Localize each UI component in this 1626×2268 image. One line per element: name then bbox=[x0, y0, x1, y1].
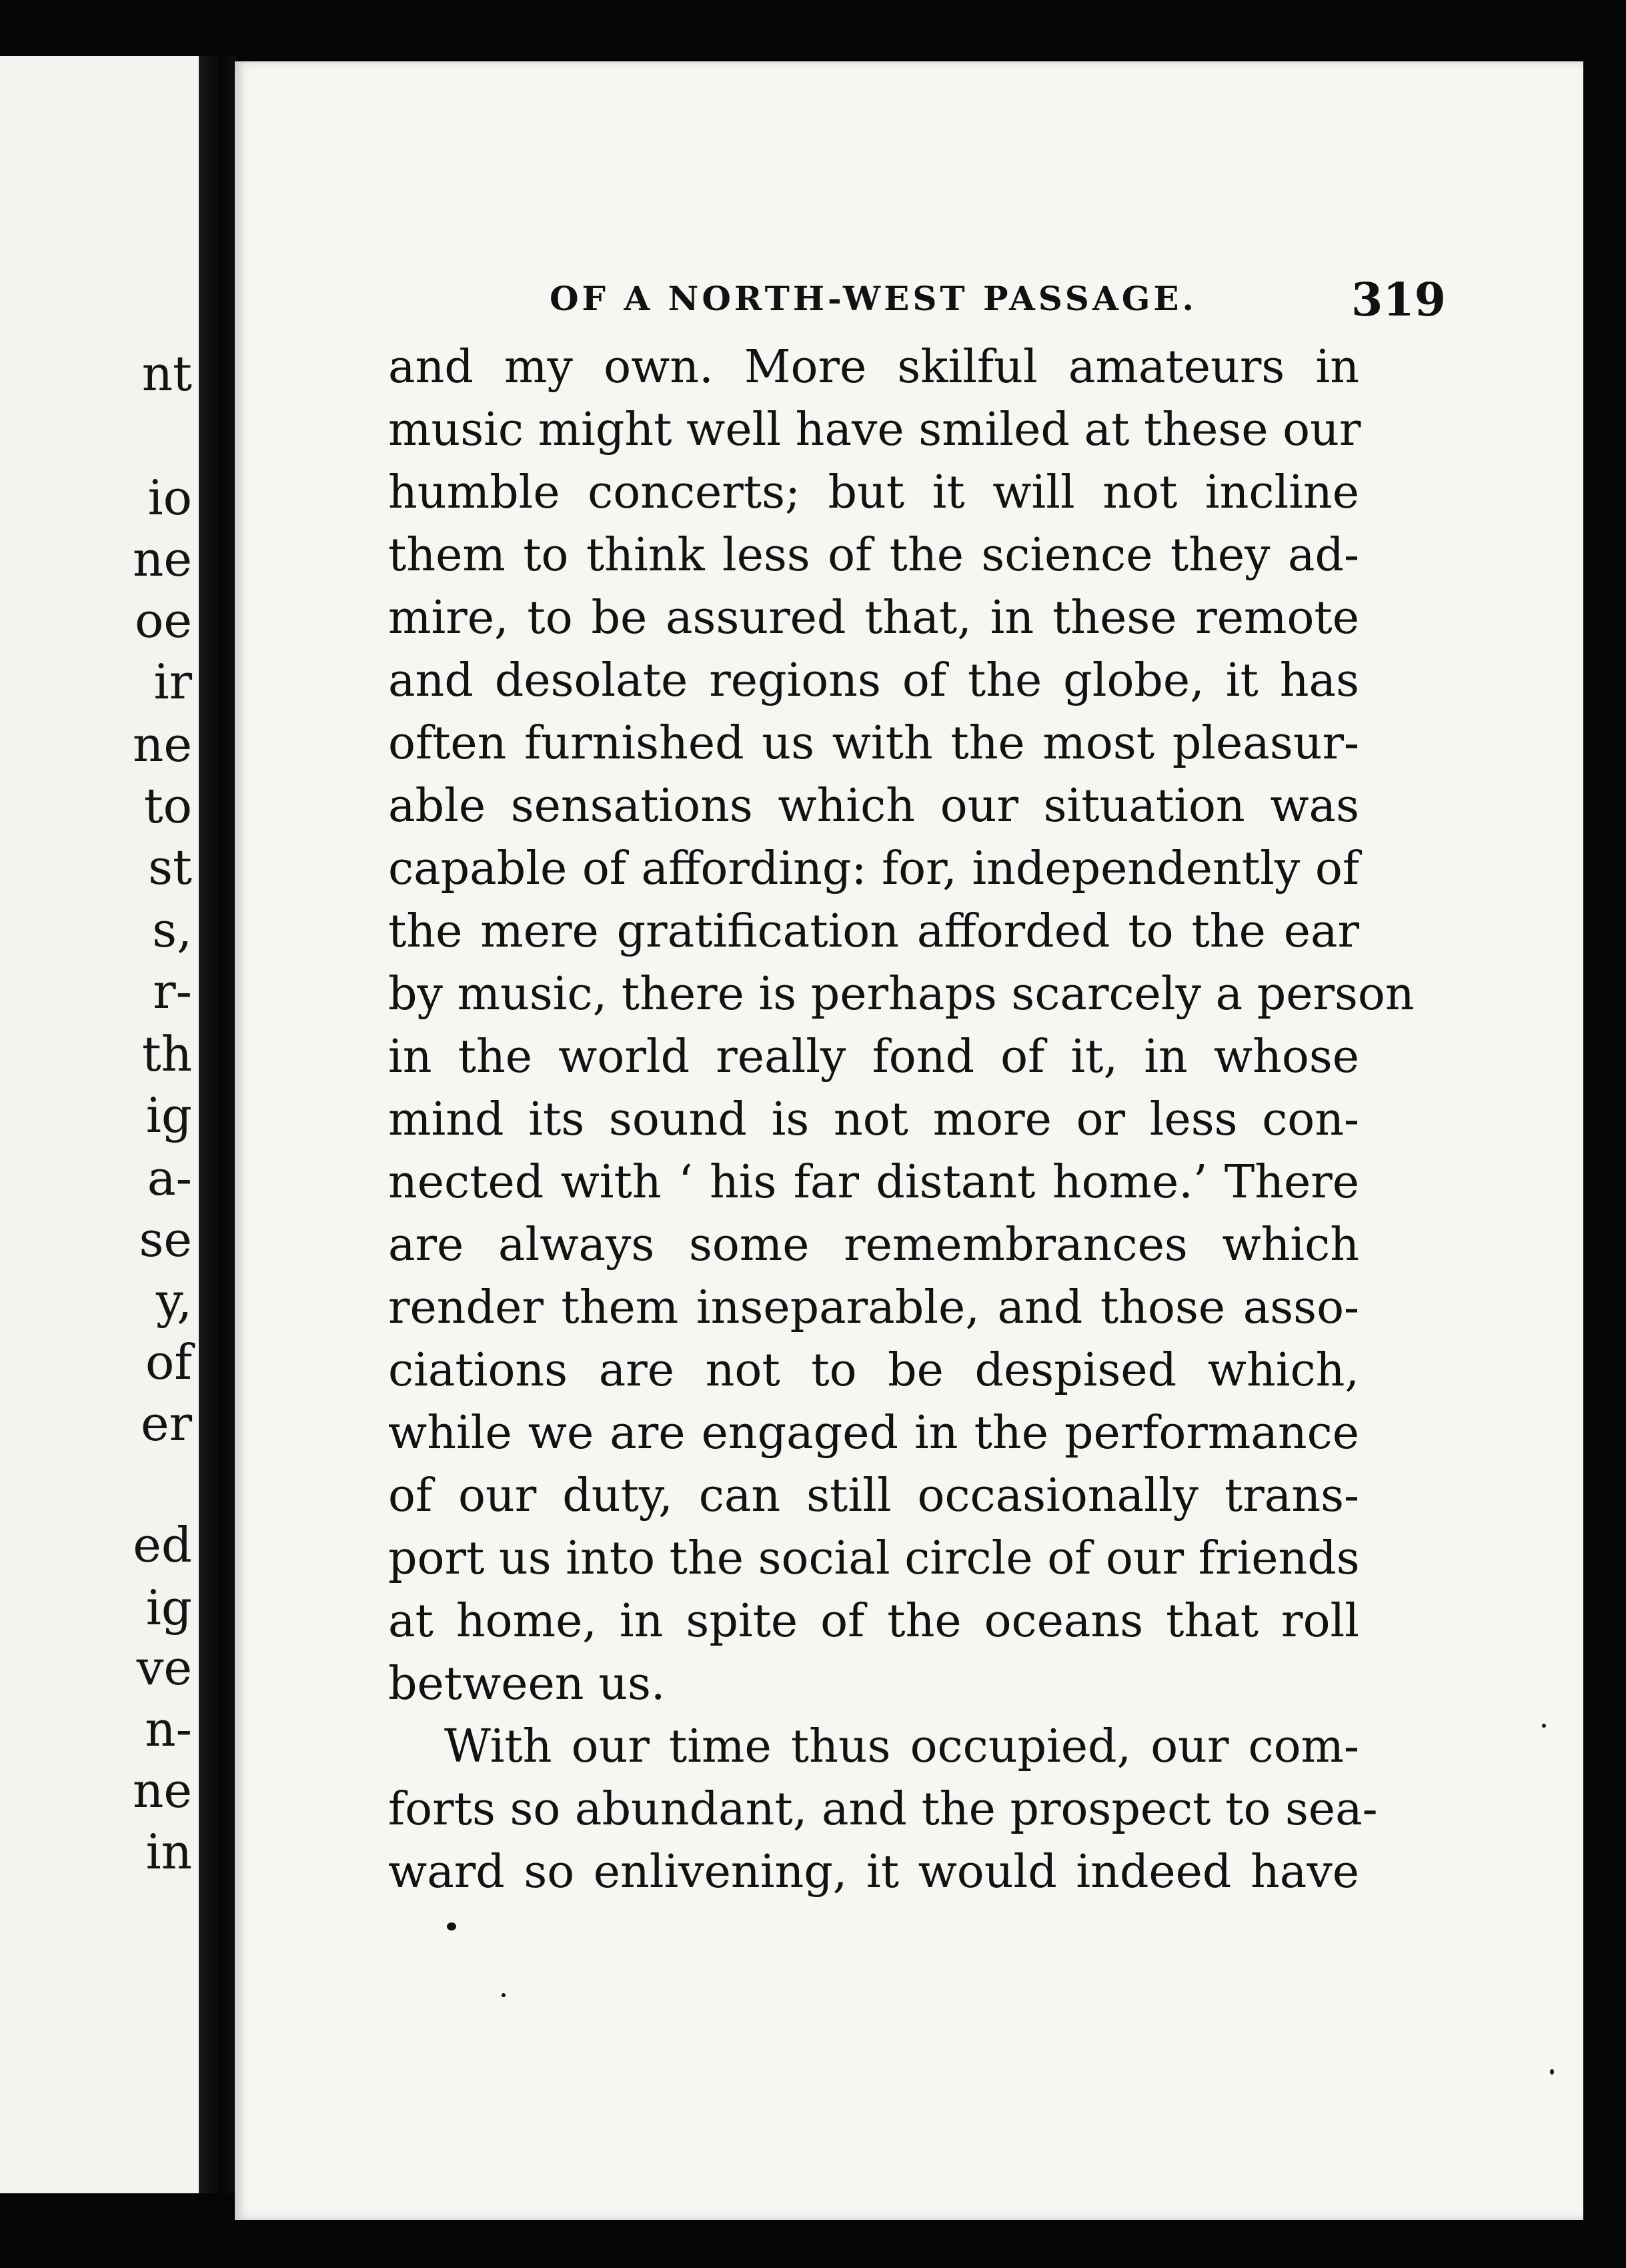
left-page-fragment: st bbox=[148, 839, 192, 895]
left-page-fragment: ed bbox=[133, 1517, 192, 1573]
text-line: often furnished us with the most pleasur- bbox=[388, 717, 1359, 770]
text-line: able sensations which our situation was bbox=[388, 780, 1359, 832]
left-page-fragment: in bbox=[145, 1824, 192, 1880]
book-gutter bbox=[199, 56, 236, 2193]
left-page-fragment: ig bbox=[145, 1087, 192, 1143]
left-page-fragment: ig bbox=[145, 1580, 192, 1636]
text-line: are always some remembrances which bbox=[388, 1219, 1359, 1271]
left-page-fragment: se bbox=[139, 1211, 192, 1267]
left-page-fragment: ve bbox=[136, 1640, 192, 1696]
left-page-fragment: y, bbox=[156, 1273, 192, 1329]
text-line: mind its sound is not more or less con- bbox=[388, 1093, 1359, 1146]
page-body bbox=[388, 336, 1415, 1904]
text-line: by music, there is perhaps scarcely a person bbox=[388, 968, 1415, 1021]
text-line: render them inseparable, and those asso- bbox=[388, 1281, 1359, 1334]
running-title: OF A NORTH-WEST PASSAGE. bbox=[550, 279, 1197, 318]
text-line: With our time thus occupied, our com- bbox=[444, 1720, 1359, 1773]
text-line: of our duty, can still occasionally trans- bbox=[388, 1470, 1359, 1522]
text-line: port us into the social circle of our friends bbox=[388, 1532, 1360, 1585]
text-line: in the world really fond of it, in whose bbox=[388, 1031, 1359, 1083]
text-line: humble concerts; but it will not incline bbox=[388, 466, 1359, 519]
left-facing-page bbox=[0, 56, 199, 2193]
book-page bbox=[235, 61, 1583, 2220]
text-line: nected with ‘ his far distant home.’ There bbox=[388, 1156, 1359, 1209]
left-page-fragment: io bbox=[147, 470, 192, 526]
left-page-fragment: of bbox=[145, 1334, 192, 1390]
ink-speck bbox=[1550, 2069, 1554, 2075]
left-page-fragment: ne bbox=[133, 531, 192, 587]
text-line: the mere gratification afforded to the ear bbox=[388, 905, 1359, 958]
left-page-fragment: er bbox=[140, 1395, 192, 1452]
paragraph bbox=[388, 336, 1415, 1716]
ink-speck bbox=[502, 1993, 506, 1997]
left-page-fragment: nt bbox=[141, 346, 192, 402]
text-line: mire, to be assured that, in these remote bbox=[388, 592, 1359, 644]
text-line: and my own. More skilful amateurs in bbox=[388, 341, 1359, 394]
page-number: 319 bbox=[1351, 273, 1446, 327]
text-line: capable of affording: for, independently of bbox=[388, 842, 1359, 895]
text-line: while we are engaged in the performance bbox=[388, 1407, 1359, 1460]
left-page-fragment: r- bbox=[153, 963, 192, 1019]
text-line: and desolate regions of the globe, it has bbox=[388, 654, 1359, 707]
ink-speck bbox=[447, 1922, 456, 1930]
text-line: music might well have smiled at these our bbox=[388, 404, 1361, 456]
text-line: ciations are not to be despised which, bbox=[388, 1344, 1359, 1397]
left-page-fragment: ir bbox=[153, 654, 192, 710]
left-page-fragment: to bbox=[143, 778, 192, 834]
text-line: ward so enlivening, it would indeed have bbox=[388, 1846, 1359, 1898]
ink-speck bbox=[1542, 1724, 1546, 1728]
left-page-fragment: th bbox=[141, 1026, 192, 1082]
text-line: forts so abundant, and the prospect to sea- bbox=[388, 1783, 1378, 1836]
page-header bbox=[388, 273, 1583, 327]
left-page-fragment: ne bbox=[133, 1762, 192, 1818]
left-page-fragment: s, bbox=[152, 902, 192, 958]
left-page-fragment: oe bbox=[135, 592, 192, 648]
text-line: them to think less of the science they ad- bbox=[388, 529, 1359, 582]
text-line: at home, in spite of the oceans that roll bbox=[388, 1595, 1359, 1648]
left-page-fragment: n- bbox=[145, 1701, 192, 1757]
left-page-fragment: a- bbox=[147, 1150, 192, 1206]
text-line: between us. bbox=[388, 1658, 666, 1710]
paragraph bbox=[388, 1716, 1378, 1904]
left-page-fragment: ne bbox=[133, 716, 192, 772]
